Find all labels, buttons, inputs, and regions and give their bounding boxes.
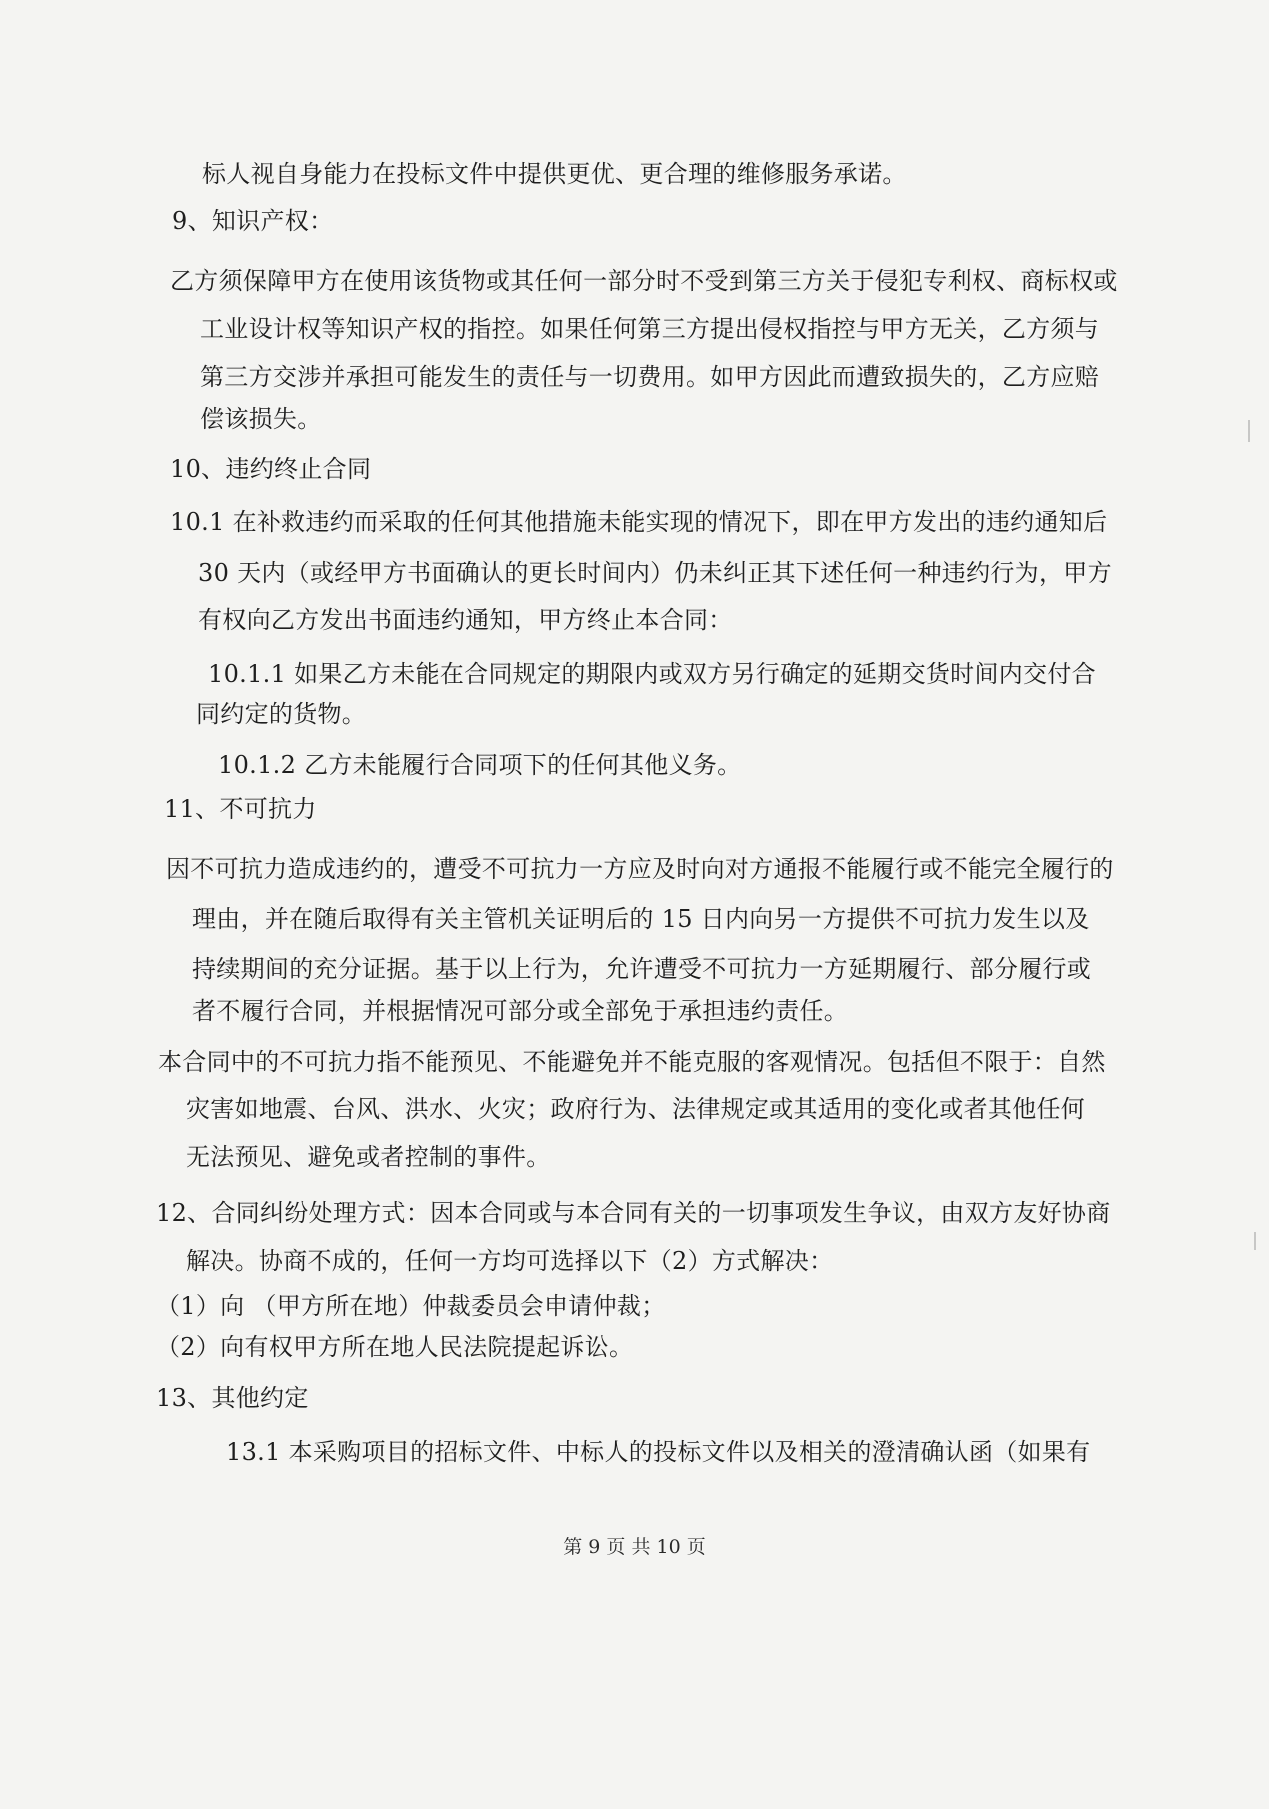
text-line: 13.1 本采购项目的招标文件、中标人的投标文件以及相关的澄清确认函（如果有 xyxy=(226,1438,1091,1466)
text-line: 偿该损失。 xyxy=(200,405,322,433)
text-line: 者不履行合同，并根据情况可部分或全部免于承担违约责任。 xyxy=(192,997,849,1025)
text-line: （2）向有权甲方所在地人民法院提起诉讼。 xyxy=(156,1333,634,1361)
section-heading: 13、其他约定 xyxy=(156,1384,309,1412)
section-heading: 10、违约终止合同 xyxy=(170,455,372,483)
scan-mark xyxy=(1254,1232,1256,1250)
text-line: 因不可抗力造成违约的，遭受不可抗力一方应及时向对方通报不能履行或不能完全履行的 xyxy=(166,855,1114,883)
text-line: （1）向 （甲方所在地）仲裁委员会申请仲裁； xyxy=(156,1292,666,1320)
text-line: 10.1.1 如果乙方未能在合同规定的期限内或双方另行确定的延期交货时间内交付合 xyxy=(208,660,1096,688)
section-heading: 11、不可抗力 xyxy=(164,795,317,823)
section-heading: 9、知识产权： xyxy=(172,207,334,235)
text-line: 灾害如地震、台风、洪水、火灾；政府行为、法律规定或其适用的变化或者其他任何 xyxy=(186,1095,1086,1123)
text-line: 工业设计权等知识产权的指控。如果任何第三方提出侵权指控与甲方无关，乙方须与 xyxy=(200,315,1100,343)
text-line: 同约定的货物。 xyxy=(196,700,367,728)
text-line: 30 天内（或经甲方书面确认的更长时间内）仍未纠正其下述任何一种违约行为，甲方 xyxy=(198,559,1112,587)
text-line: 10.1 在补救违约而采取的任何其他措施未能实现的情况下，即在甲方发出的违约通知后 xyxy=(170,508,1108,536)
text-line: 解决。协商不成的，任何一方均可选择以下（2）方式解决： xyxy=(186,1247,834,1275)
scan-mark xyxy=(1248,420,1250,442)
text-line: 第三方交涉并承担可能发生的责任与一切费用。如甲方因此而遭致损失的，乙方应赔 xyxy=(200,363,1100,391)
text-line: 持续期间的充分证据。基于以上行为，允许遭受不可抗力一方延期履行、部分履行或 xyxy=(192,955,1092,983)
text-line: 12、合同纠纷处理方式：因本合同或与本合同有关的一切事项发生争议，由双方友好协商 xyxy=(156,1199,1111,1227)
text-line: 无法预见、避免或者控制的事件。 xyxy=(186,1143,551,1171)
text-line: 本合同中的不可抗力指不能预见、不能避免并不能克服的客观情况。包括但不限于：自然 xyxy=(158,1048,1106,1076)
page-number: 第 9 页 共 10 页 xyxy=(563,1536,706,1558)
text-line: 理由，并在随后取得有关主管机关证明后的 15 日内向另一方提供不可抗力发生以及 xyxy=(192,905,1090,933)
text-line: 标人视自身能力在投标文件中提供更优、更合理的维修服务承诺。 xyxy=(202,160,907,188)
text-line: 有权向乙方发出书面违约通知，甲方终止本合同： xyxy=(198,606,733,634)
text-line: 乙方须保障甲方在使用该货物或其任何一部分时不受到第三方关于侵犯专利权、商标权或 xyxy=(170,267,1118,295)
text-line: 10.1.2 乙方未能履行合同项下的任何其他义务。 xyxy=(218,751,742,779)
